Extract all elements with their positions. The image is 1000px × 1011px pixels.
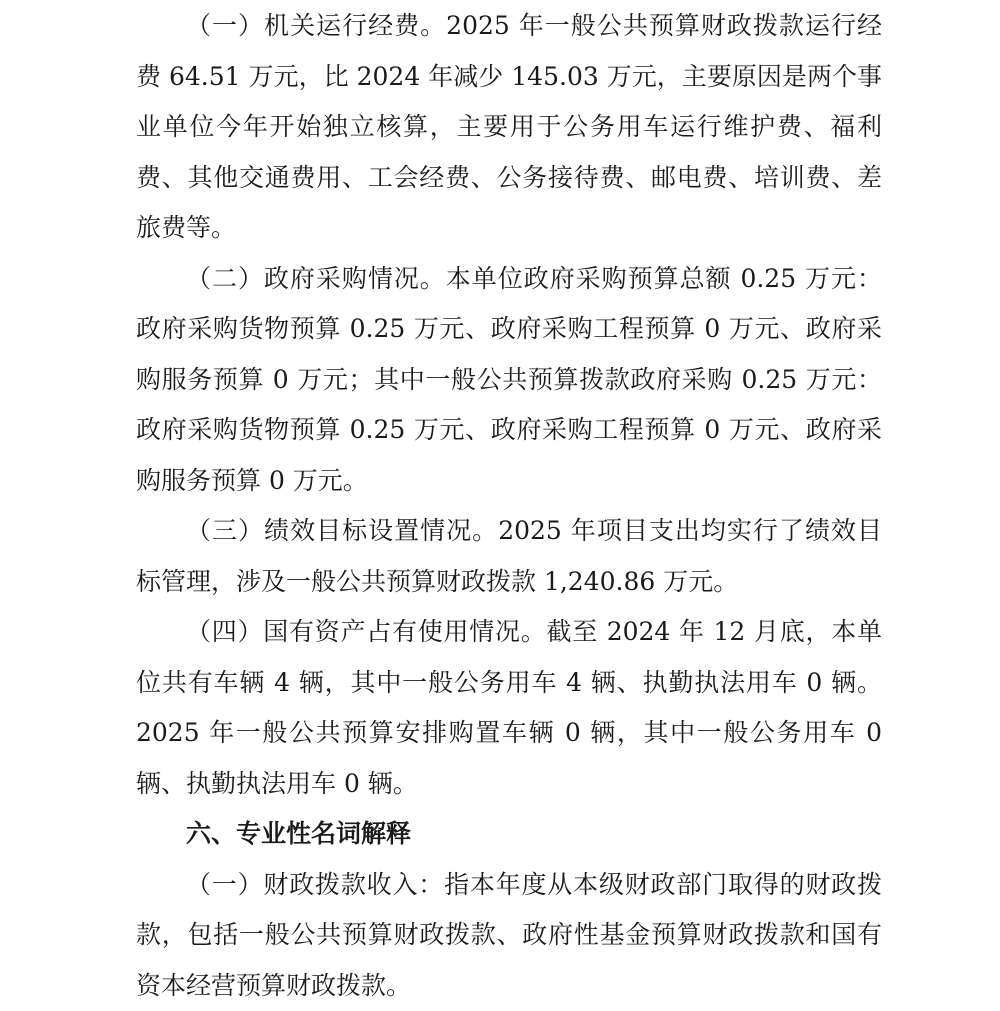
paragraph-lead: （二）政府采购情况。 [186, 264, 446, 293]
paragraph-fiscal-allocation [136, 860, 882, 1011]
paragraph-body: 本单位政府采购预算总额 0.25 万元：政府采购货物预算 0.25 万元、政府采购工程预算 0 万元、政府采购服务预算 0 万元；其中一般公共预算拨款政府采购 0.25 万元：政府采购货物预算 0.25 万元、政府采购工程预算 0 万元、政府采购服务预算 0 万元。 [136, 264, 882, 495]
paragraph-operating-expenses [136, 0, 882, 254]
paragraph-body: 2025 年项目支出均实行了绩效目标管理，涉及一般公共预算财政拨款 1,240.86 万元。 [136, 516, 882, 596]
paragraph-assets [136, 607, 882, 809]
section-heading-glossary: 六、专业性名词解释 [136, 809, 882, 860]
paragraph-lead: （一）机关运行经费。 [186, 11, 446, 40]
paragraph-procurement [136, 254, 882, 507]
paragraph-performance [136, 506, 882, 607]
paragraph-lead: （三）绩效目标设置情况。 [186, 516, 498, 545]
paragraph-lead: （一）财政拨款收入： [186, 870, 444, 899]
document-page [136, 0, 882, 1011]
paragraph-body: 2025 年一般公共预算财政拨款运行经费 64.51 万元，比 2024 年减少 145.03 万元，主要原因是两个事业单位今年开始独立核算，主要用于公务用车运行维护费、福利费、其他交通费用、工会经费、公务接待费、邮电费、培训费、差旅费等。 [136, 11, 882, 242]
paragraph-body: 截至 2024 年 12 月底，本单位共有车辆 4 辆，其中一般公务用车 4 辆、执勤执法用车 0 辆。2025 年一般公共预算安排购置车辆 0 辆，其中一般公务用车 0 辆、执勤执法用车 0 辆。 [136, 617, 882, 798]
paragraph-lead: （四）国有资产占有使用情况。 [186, 617, 547, 646]
paragraph-body: 指本年度从本级财政部门取得的财政拨款，包括一般公共预算财政拨款、政府性基金预算财政拨款和国有资本经营预算财政拨款。 [136, 870, 882, 1000]
